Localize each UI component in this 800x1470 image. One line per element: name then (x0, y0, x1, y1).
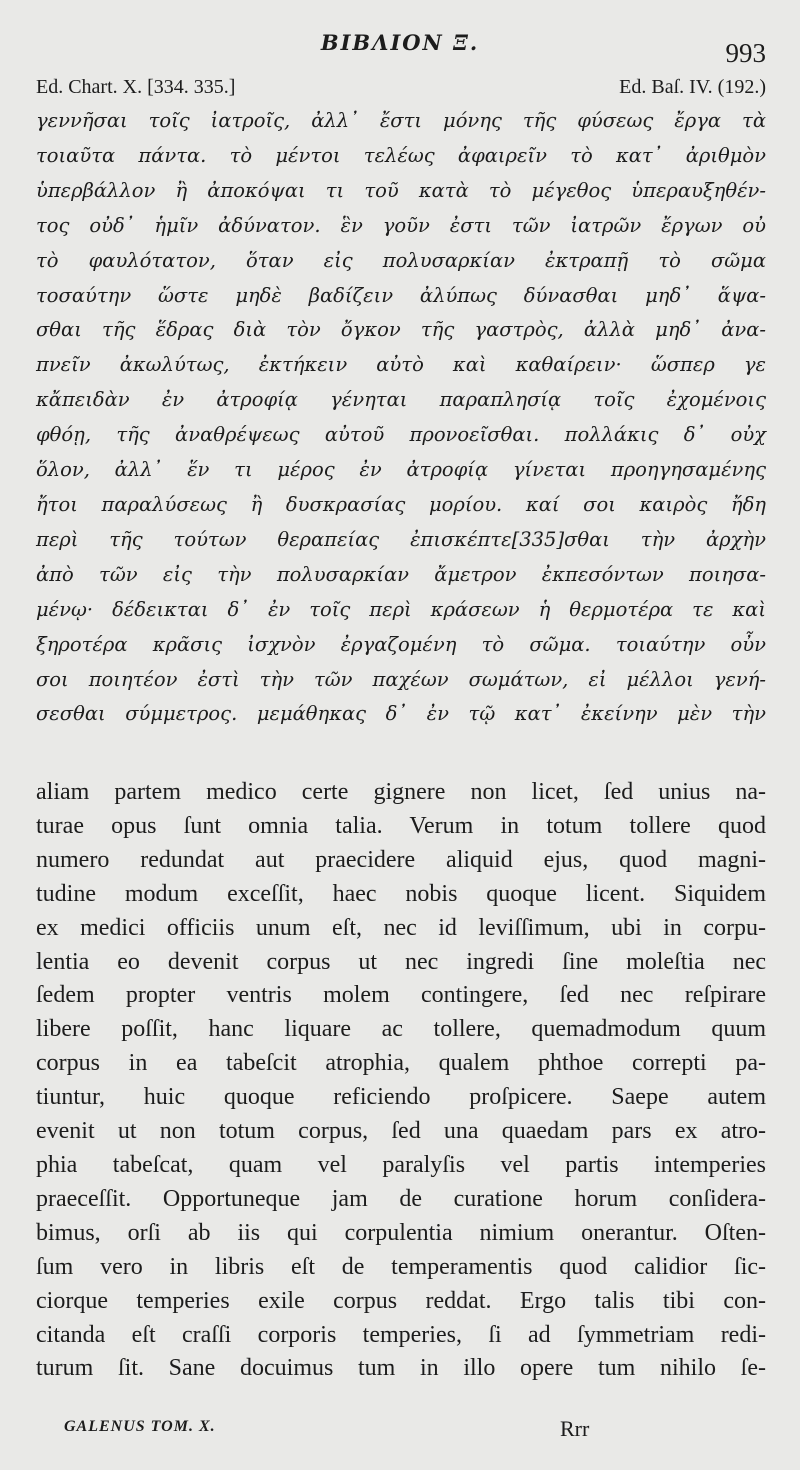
greek-line: τος οὐδ᾽ ἡμῖν ἀδύνατον. ἓν γοῦν ἐστι τῶν ἰατρῶν ἔργων οὐ (36, 213, 766, 237)
latin-line: ſum vero in libris eſt de temperamentis quod calidior ſic- (36, 1253, 766, 1280)
footer-signature: GALENUS TOM. X. (64, 1418, 216, 1435)
greek-line: ξηροτέρα κρᾶσις ἰσχνὸν ἐργαζομένη τὸ σῶμα. τοιαύτην οὖν (36, 632, 766, 656)
greek-line: τοιαῦτα πάντα. τὸ μέντοι τελέως ἀφαιρεῖν τὸ κατ᾽ ἀριθμὸν (36, 143, 766, 167)
latin-line: ex medici officiis unum eſt, nec id leviſſimum, ubi in corpu- (36, 914, 766, 941)
greek-line: σεσθαι σύμμετρος. μεμάθηκας δ᾽ ἐν τῷ κατ᾽ ἐκείνην μὲν τὴν (36, 702, 766, 726)
edition-chart-reference: Ed. Chart. X. [334. 335.] (36, 76, 236, 98)
greek-line: ὑπερβάλλον ἢ ἀποκόψαι τι τοῦ κατὰ τὸ μέγεθος ὑπεραυξηθέν- (36, 178, 766, 202)
latin-line: turum ſit. Sane docuimus tum in illo opere tum nihilo ſe- (36, 1355, 766, 1382)
greek-text-block (36, 104, 766, 732)
running-head: ΒΙΒΛΙΟΝ Ξ. (320, 30, 480, 55)
latin-line: bimus, orſi ab iis qui corpulentia nimium onerantur. Oſten- (36, 1219, 766, 1246)
latin-line: praeceſſit. Opportuneque jam de curatione horum conſidera- (36, 1185, 766, 1212)
latin-line: lentia eo devenit corpus ut nec ingredi ſine moleſtia nec (36, 948, 766, 975)
greek-line: κἄπειδὰν ἐν ἀτροφίᾳ γένηται παραπλησίᾳ τοῖς ἐχομένοις (36, 388, 766, 412)
latin-line: corpus in ea tabeſcit atrophia, qualem phthoe correpti pa- (36, 1050, 766, 1077)
latin-line: citanda eſt craſſi corporis temperies, ſi ad ſymmetriam redi- (36, 1321, 766, 1348)
greek-line: ὅλον, ἀλλ᾽ ἕν τι μέρος ἐν ἀτροφίᾳ γίνεται προηγησαμένης (36, 458, 766, 482)
greek-line: φθόῃ, τῆς ἀναθρέψεως αὐτοῦ προνοεῖσθαι. πολλάκις δ᾽ οὐχ (36, 423, 766, 447)
greek-line: ἤτοι παραλύσεως ἢ δυσκρασίας μορίου. καί σοι καιρὸς ἤδη (36, 492, 766, 516)
latin-line: ſedem propter ventris molem contingere, ſed nec reſpirare (36, 982, 766, 1009)
latin-line: evenit ut non totum corpus, ſed una quaedam pars ex atro- (36, 1118, 766, 1145)
greek-line: τὸ φαυλότατον, ὅταν εἰς πολυσαρκίαν ἐκτραπῇ τὸ σῶμα (36, 248, 766, 272)
greek-line: ἀπὸ τῶν εἰς τὴν πολυσαρκίαν ἄμετρον ἐκπεσόντων ποιησα- (36, 562, 766, 586)
latin-text-block (36, 776, 766, 1386)
latin-line: ciorque temperies exile corpus reddat. Ergo talis tibi con- (36, 1287, 766, 1314)
latin-line: aliam partem medico certe gignere non licet, ſed unius na- (36, 779, 766, 805)
latin-line: turae opus ſunt omnia talia. Verum in totum tollere quod (36, 812, 766, 839)
latin-line: tiuntur, huic quoque reficiendo proſpicere. Saepe autem (36, 1084, 766, 1111)
sheet-mark: Rrr (560, 1416, 590, 1441)
latin-line: phia tabeſcat, quam vel paralyſis vel partis intemperies (36, 1151, 766, 1178)
edition-basel-reference: Ed. Baſ. IV. (192.) (619, 76, 766, 98)
greek-line: πνεῖν ἀκωλύτως, ἐκτήκειν αὐτὸ καὶ καθαίρειν· ὥσπερ γε (36, 353, 766, 377)
greek-line: μένῳ· δέδεικται δ᾽ ἐν τοῖς περὶ κράσεων ἡ θερμοτέρα τε καὶ (36, 597, 766, 621)
edition-reference-line (36, 76, 766, 104)
greek-line: περὶ τῆς τούτων θεραπείας ἐπισκέπτε[335]σθαι τὴν ἀρχὴν (36, 527, 766, 551)
latin-line: tudine modum exceſſit, haec nobis quoque licent. Siquidem (36, 880, 766, 907)
latin-line: libere poſſit, hanc liquare ac tollere, quemadmodum quum (36, 1016, 766, 1043)
greek-line: γεννῆσαι τοῖς ἰατροῖς, ἀλλ᾽ ἔστι μόνης τῆς φύσεως ἔργα τὰ (36, 109, 766, 132)
greek-line: σθαι τῆς ἕδρας διὰ τὸν ὄγκον τῆς γαστρὸς, ἀλλὰ μηδ᾽ ἀνα- (36, 318, 766, 342)
greek-line: τοσαύτην ὥστε μηδὲ βαδίζειν ἀλύπως δύνασθαι μηδ᾽ ἅψα- (36, 283, 766, 307)
greek-line: σοι ποιητέον ἐστὶ τὴν τῶν παχέων σωμάτων, εἰ μέλλοι γενή- (36, 667, 766, 691)
latin-line: numero redundat aut praecidere aliquid ejus, quod magni- (36, 846, 766, 873)
page-number: 993 (725, 38, 766, 68)
